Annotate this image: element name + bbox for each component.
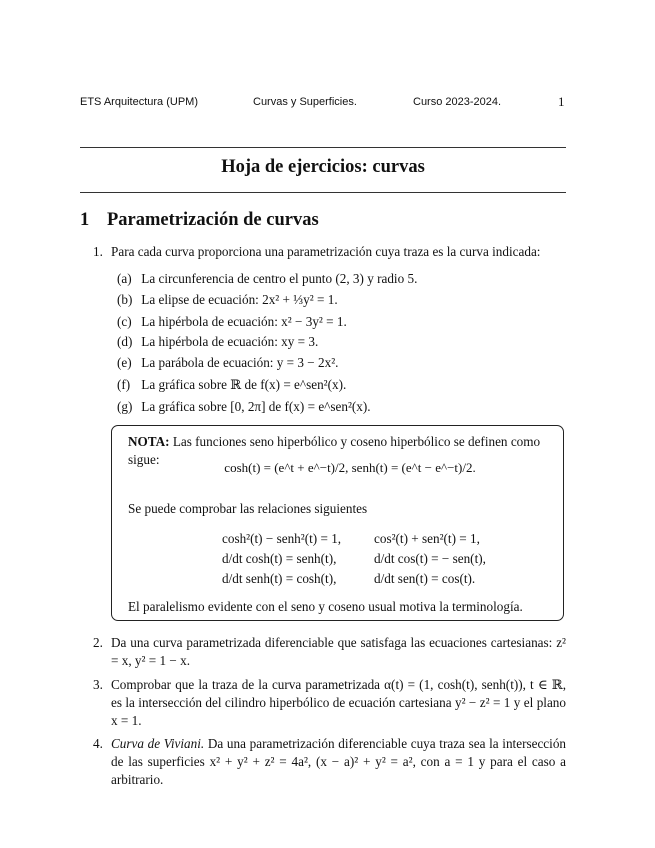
exercise-4-text: Da una parametrización diferenciable cuya traza sea la intersección de las superficies x² + y² + z² = 4a², (x − a)² + y² = a², con a = 1 y para el caso a arbitrario. bbox=[111, 736, 567, 787]
page-title: Hoja de ejercicios: curvas bbox=[221, 157, 425, 177]
section-heading bbox=[80, 210, 319, 231]
page-number: 1 bbox=[558, 94, 565, 109]
note-intro-text: Las funciones seno hiperbólico y coseno hiperbólico se definen como sigue: bbox=[128, 434, 541, 467]
title-rule-bottom bbox=[80, 192, 566, 193]
exercise-2-number: 2. bbox=[93, 635, 103, 650]
title-rule-top bbox=[80, 147, 566, 148]
relation-3: d/dt cosh(t) = senh(t), bbox=[222, 551, 337, 566]
item-text: La hipérbola de ecuación: xy = 3. bbox=[141, 334, 319, 349]
exercise-1-item-d bbox=[117, 333, 318, 351]
item-label: (c) bbox=[117, 314, 132, 329]
exercise-1-item-b bbox=[117, 291, 338, 309]
hyperbolic-definitions: cosh(t) = (e^t + e^−t)/2, senh(t) = (e^t − e^−t)/2. bbox=[224, 460, 476, 475]
item-text: La gráfica sobre [0, 2π] de f(x) = e^sen²(x). bbox=[141, 399, 371, 414]
item-text: La parábola de ecuación: y = 3 − 2x². bbox=[141, 355, 339, 370]
relation-5: d/dt senh(t) = cosh(t), bbox=[222, 571, 337, 586]
note-closing: El paralelismo evidente con el seno y coseno usual motiva la terminología. bbox=[128, 599, 523, 614]
item-label: (g) bbox=[117, 399, 133, 414]
item-text: La hipérbola de ecuación: x² − 3y² = 1. bbox=[141, 314, 347, 329]
exercise-4-number: 4. bbox=[93, 736, 103, 751]
item-text: La circunferencia de centro el punto (2, 3) y radio 5. bbox=[141, 271, 418, 286]
relations-intro: Se puede comprobar las relaciones siguientes bbox=[128, 501, 368, 516]
item-label: (b) bbox=[117, 292, 133, 307]
section-number: 1 bbox=[80, 210, 90, 230]
section-title: Parametrización de curvas bbox=[107, 210, 319, 230]
relation-4: d/dt cos(t) = − sen(t), bbox=[374, 551, 486, 566]
header-school: ETS Arquitectura (UPM) bbox=[80, 96, 198, 108]
item-label: (f) bbox=[117, 377, 131, 392]
exercise-2-text: Da una curva parametrizada diferenciable que satisfaga las ecuaciones cartesianas: z² = x, y² = 1 − x. bbox=[111, 635, 566, 668]
item-label: (d) bbox=[117, 334, 133, 349]
exercise-1-item-e bbox=[117, 354, 338, 372]
exercise-3-text: Comprobar que la traza de la curva parametrizada α(t) = (1, cosh(t), senh(t)), t ∈ ℝ, es la intersección del cilindro hiperbólico de ecuación cartesiana y² − z² = 1 y el plano x = 1. bbox=[111, 677, 566, 728]
exercise-4-title: Curva de Viviani. bbox=[111, 736, 205, 751]
relation-2: cos²(t) + sen²(t) = 1, bbox=[374, 531, 480, 546]
item-label: (a) bbox=[117, 271, 132, 286]
exercise-3-number: 3. bbox=[93, 677, 103, 692]
exercise-1-item-g bbox=[117, 398, 371, 416]
exercise-1-item-a bbox=[117, 270, 417, 288]
note-label: NOTA: bbox=[128, 434, 170, 449]
exercise-1-intro: Para cada curva proporciona una parametrización cuya traza es la curva indicada: bbox=[111, 244, 541, 259]
item-text: La elipse de ecuación: 2x² + ⅓y² = 1. bbox=[141, 292, 338, 307]
relation-6: d/dt sen(t) = cos(t). bbox=[374, 571, 476, 586]
exercise-4-body bbox=[111, 735, 566, 789]
item-label: (e) bbox=[117, 355, 132, 370]
relation-1: cosh²(t) − senh²(t) = 1, bbox=[222, 531, 342, 546]
exercise-1-item-f bbox=[117, 376, 346, 394]
exercise-1-item-c bbox=[117, 313, 347, 331]
item-text: La gráfica sobre ℝ de f(x) = e^sen²(x). bbox=[141, 377, 347, 392]
header-year: Curso 2023-2024. bbox=[413, 96, 502, 108]
header-course: Curvas y Superficies. bbox=[253, 96, 357, 108]
exercise-1-number: 1. bbox=[93, 244, 103, 259]
